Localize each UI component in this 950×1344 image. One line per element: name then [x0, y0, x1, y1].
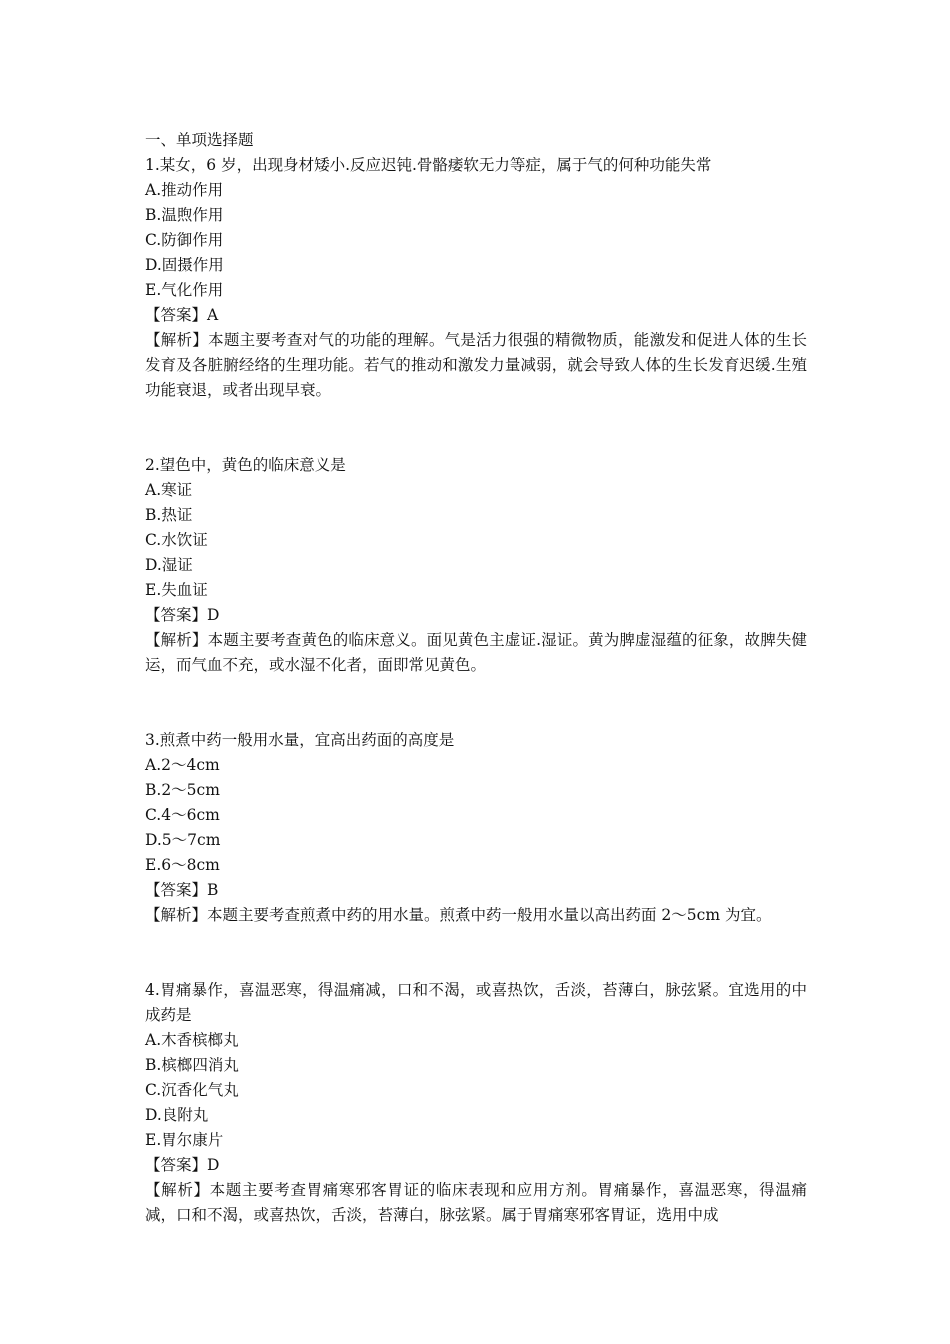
option-b: B.槟榔四消丸 — [145, 1056, 239, 1074]
option-a: A.寒证 — [145, 481, 193, 499]
option-b: B.温煦作用 — [145, 206, 224, 224]
question-stem: 4.胃痛暴作，喜温恶寒，得温痛减，口和不渴，或喜热饮，舌淡，苔薄白，脉弦紧。宜选用的中成药是 — [145, 981, 807, 1024]
question-stem: 2.望色中，黄色的临床意义是 — [145, 456, 346, 474]
option-e: E.失血证 — [145, 581, 208, 599]
analysis: 【解析】本题主要考查对气的功能的理解。气是活力很强的精微物质，能激发和促进人体的生长发育及各脏腑经络的生理功能。若气的推动和激发力量减弱，就会导致人体的生长发育迟缓.生殖功能衰退，或者出现早衰。 — [145, 331, 807, 399]
answer: 【答案】D — [145, 1156, 220, 1174]
option-c: C.防御作用 — [145, 231, 224, 249]
option-e: E.气化作用 — [145, 281, 224, 299]
analysis: 【解析】本题主要考查煎煮中药的用水量。煎煮中药一般用水量以高出药面 2～5cm 为宜。 — [145, 906, 772, 924]
question-1 — [145, 153, 807, 403]
option-a: A.木香槟榔丸 — [145, 1031, 239, 1049]
question-4 — [145, 978, 807, 1228]
option-e: E.胃尔康片 — [145, 1131, 224, 1149]
option-d: D.湿证 — [145, 556, 193, 574]
answer: 【答案】D — [145, 606, 220, 624]
option-b: B.热证 — [145, 506, 193, 524]
option-a: A.推动作用 — [145, 181, 224, 199]
document-page — [145, 128, 807, 1228]
option-b: B.2～5cm — [145, 781, 220, 799]
option-c: C.4～6cm — [145, 806, 220, 824]
answer: 【答案】B — [145, 881, 219, 899]
analysis: 【解析】本题主要考查胃痛寒邪客胃证的临床表现和应用方剂。胃痛暴作，喜温恶寒，得温痛减，口和不渴，或喜热饮，舌淡，苔薄白，脉弦紧。属于胃痛寒邪客胃证，选用中成 — [145, 1181, 807, 1224]
option-d: D.良附丸 — [145, 1106, 209, 1124]
question-stem: 3.煎煮中药一般用水量，宜高出药面的高度是 — [145, 731, 455, 749]
section-title: 一、单项选择题 — [145, 131, 254, 149]
option-d: D.5～7cm — [145, 831, 221, 849]
question-3 — [145, 728, 807, 928]
option-e: E.6～8cm — [145, 856, 220, 874]
option-c: C.沉香化气丸 — [145, 1081, 239, 1099]
option-a: A.2～4cm — [145, 756, 220, 774]
question-2 — [145, 453, 807, 678]
question-stem: 1.某女，6 岁，出现身材矮小.反应迟钝.骨骼痿软无力等症，属于气的何种功能失常 — [145, 156, 712, 174]
answer: 【答案】A — [145, 306, 219, 324]
option-c: C.水饮证 — [145, 531, 208, 549]
analysis: 【解析】本题主要考查黄色的临床意义。面见黄色主虚证.湿证。黄为脾虚湿蕴的征象，故脾失健运，而气血不充，或水湿不化者，面即常见黄色。 — [145, 631, 807, 674]
option-d: D.固摄作用 — [145, 256, 224, 274]
